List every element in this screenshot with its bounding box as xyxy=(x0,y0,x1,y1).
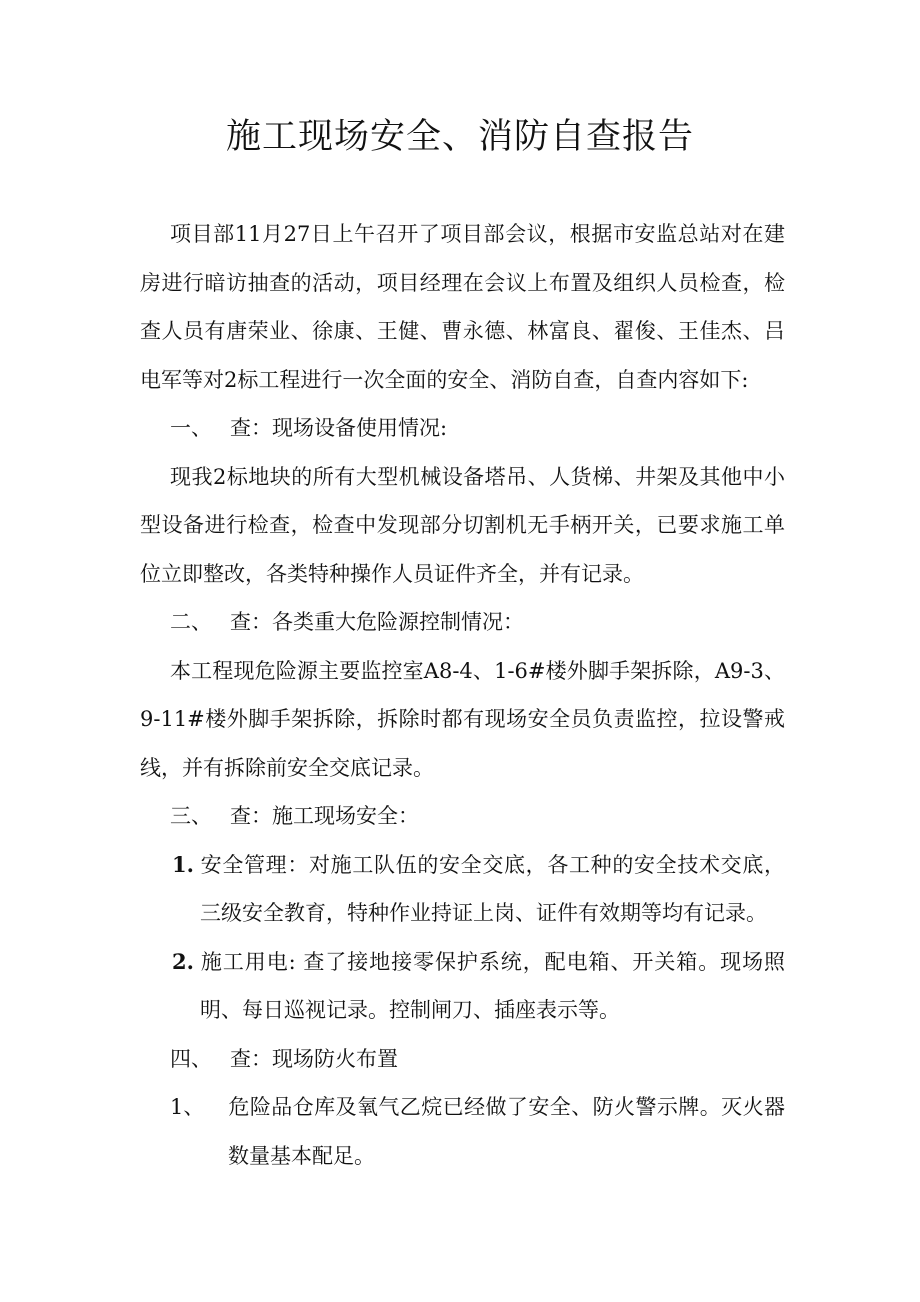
item-text: 危险品仓库及氧气乙烷已经做了安全、防火警示牌。灭火器数量基本配足。 xyxy=(228,1095,785,1168)
intro-paragraph: 项目部11月27日上午召开了项目部会议，根据市安监总站对在建房进行暗访抽查的活动，项目经理在会议上布置及组织人员检查，检查人员有唐荣业、徐康、王健、曹永德、林富良、翟俊、王佳杰、吕电军等对2标工程进行一次全面的安全、消防自查，自查内容如下: xyxy=(140,222,785,392)
section-heading-4 xyxy=(140,1035,785,1084)
item-text: 施工用电: 查了接地接零保护系统，配电箱、开关箱。现场照明、每日巡视记录。控制闸刀、插座表示等。 xyxy=(200,949,785,1022)
section-heading-text: 查：施工现场安全： xyxy=(230,804,419,828)
item-number: 1、 xyxy=(170,1095,205,1119)
section-number: 三、 xyxy=(170,804,212,828)
list-item xyxy=(140,1083,785,1180)
item-number: 1. xyxy=(172,851,194,877)
item-text: 安全管理：对施工队伍的安全交底，各工种的安全技术交底，三级安全教育，特种作业持证上岗、证件有效期等均有记录。 xyxy=(200,852,785,925)
section-heading-3 xyxy=(140,792,785,841)
section-heading-2 xyxy=(140,598,785,647)
list-item xyxy=(140,841,785,938)
section-body-1: 现我2标地块的所有大型机械设备塔吊、人货梯、井架及其他中小型设备进行检查，检查中发现部分切割机无手柄开关，已要求施工单位立即整改，各类特种操作人员证件齐全，并有记录。 xyxy=(140,464,785,586)
item-number: 2. xyxy=(172,948,194,974)
document-title: 施工现场安全、消防自查报告 xyxy=(225,117,694,157)
section-body-2: 本工程现危险源主要监控室A8-4、1-6#楼外脚手架拆除，A9-3、9-11#楼外脚手架拆除，拆除时都有现场安全员负责监控，拉设警戒线，并有拆除前安全交底记录。 xyxy=(140,658,785,780)
list-item xyxy=(140,938,785,1035)
section-number: 一、 xyxy=(170,416,212,440)
document-body xyxy=(140,210,785,1180)
section-number: 四、 xyxy=(170,1046,212,1071)
section-number: 二、 xyxy=(170,610,212,634)
section-heading-text: 查：各类重大危险源控制情况： xyxy=(230,610,524,634)
section-heading-text: 查：现场设备使用情况: xyxy=(230,416,448,440)
section-heading-text: 查：现场防火布置 xyxy=(230,1046,398,1071)
section-heading-1 xyxy=(140,404,785,453)
